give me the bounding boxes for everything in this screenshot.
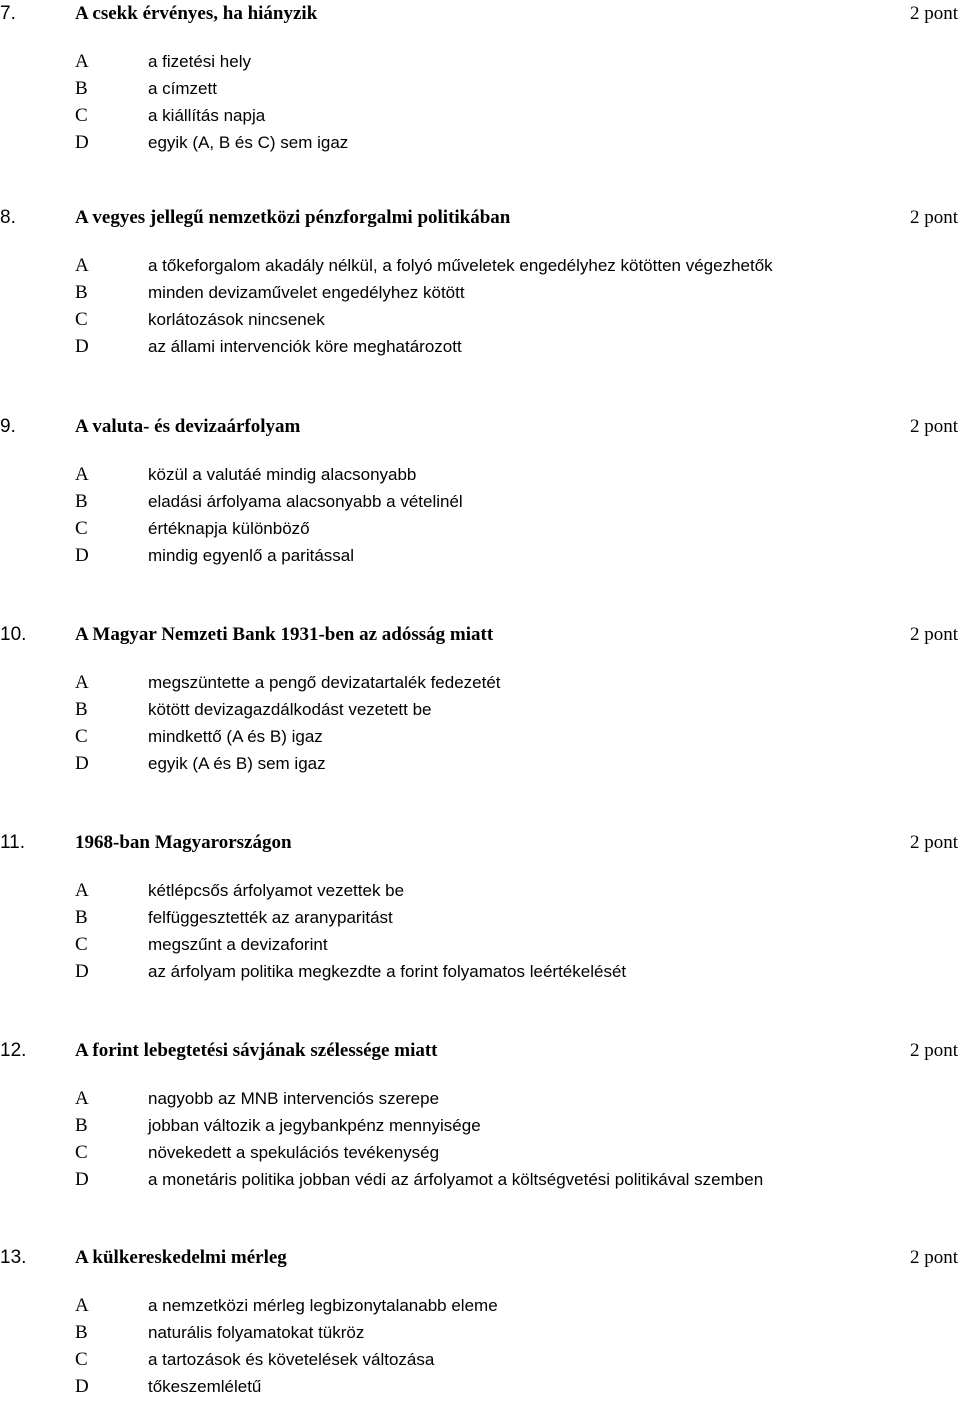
question-points: 2 pont [909, 3, 958, 24]
answer-option [0, 1166, 960, 1193]
answer-options [0, 252, 960, 360]
option-text: a kiállítás napja [148, 106, 266, 125]
answer-options [0, 461, 960, 569]
option-letter: C [75, 726, 88, 747]
question-header [0, 1037, 960, 1065]
question-number: 11. [0, 832, 26, 853]
answer-option [0, 1112, 960, 1139]
answer-options [0, 1292, 960, 1400]
option-text: jobban változik a jegybankpénz mennyisége [148, 1116, 481, 1135]
option-letter: A [75, 1088, 89, 1109]
question-title: A valuta- és devizaárfolyam [75, 416, 301, 437]
answer-option [0, 696, 960, 723]
option-letter: D [75, 132, 89, 153]
option-text: megszüntette a pengő devizatartalék fedezetét [148, 673, 501, 692]
question-number: 8. [0, 207, 16, 228]
option-letter: C [75, 1142, 88, 1163]
option-text: naturális folyamatokat tükröz [148, 1323, 365, 1342]
answer-option [0, 904, 960, 931]
option-letter: B [75, 282, 88, 303]
answer-option [0, 48, 960, 75]
option-text: az állami intervenciók köre meghatározott [148, 337, 462, 356]
option-letter: B [75, 907, 88, 928]
option-text: a tőkeforgalom akadály nélkül, a folyó műveletek engedélyhez kötötten végezhetők [148, 256, 773, 275]
question-points: 2 pont [909, 1247, 958, 1268]
question-number: 10. [0, 624, 27, 645]
option-text: kötött devizagazdálkodást vezetett be [148, 700, 432, 719]
question-points: 2 pont [909, 624, 958, 645]
option-letter: C [75, 518, 88, 539]
question-points: 2 pont [909, 416, 958, 437]
answer-options [0, 669, 960, 777]
question-header [0, 204, 960, 232]
answer-option [0, 333, 960, 360]
option-text: egyik (A és B) sem igaz [148, 754, 326, 773]
answer-option [0, 723, 960, 750]
option-letter: C [75, 309, 88, 330]
question-title: A Magyar Nemzeti Bank 1931-ben az adósság miatt [75, 624, 494, 645]
option-text: a monetáris politika jobban védi az árfolyamot a költségvetési politikával szemben [148, 1170, 764, 1189]
question-block [0, 1037, 960, 1190]
option-text: eladási árfolyama alacsonyabb a vételinél [148, 492, 463, 511]
question-block [0, 204, 960, 357]
question-title: 1968-ban Magyarországon [75, 832, 292, 853]
answer-option [0, 542, 960, 569]
answer-option [0, 1319, 960, 1346]
option-text: növekedett a spekulációs tevékenység [148, 1143, 440, 1162]
answer-option [0, 75, 960, 102]
option-text: kétlépcsős árfolyamot vezettek be [148, 881, 405, 900]
option-text: a fizetési hely [148, 52, 251, 71]
option-letter: D [75, 1169, 89, 1190]
option-letter: C [75, 105, 88, 126]
option-text: mindig egyenlő a paritással [148, 546, 355, 565]
option-text: a tartozások és követelések változása [148, 1350, 435, 1369]
option-letter: A [75, 672, 89, 693]
option-text: minden devizaművelet engedélyhez kötött [148, 283, 465, 302]
option-letter: B [75, 491, 88, 512]
option-text: felfüggesztették az aranyparitást [148, 908, 393, 927]
question-header [0, 1244, 960, 1272]
answer-option [0, 1346, 960, 1373]
option-text: az árfolyam politika megkezdte a forint folyamatos leértékelését [148, 962, 627, 981]
question-block [0, 413, 960, 566]
question-number: 12. [0, 1040, 27, 1061]
question-header [0, 413, 960, 441]
answer-option [0, 515, 960, 542]
answer-options [0, 877, 960, 985]
question-number: 7. [0, 3, 16, 24]
option-letter: B [75, 699, 88, 720]
question-header [0, 0, 960, 28]
question-block [0, 621, 960, 774]
option-letter: A [75, 255, 89, 276]
answer-option [0, 750, 960, 777]
question-header [0, 829, 960, 857]
question-number: 9. [0, 416, 16, 437]
option-letter: D [75, 545, 89, 566]
answer-option [0, 931, 960, 958]
answer-option [0, 669, 960, 696]
answer-option [0, 129, 960, 156]
question-points: 2 pont [909, 1040, 958, 1061]
question-block [0, 1244, 960, 1397]
option-text: a címzett [148, 79, 217, 98]
question-header [0, 621, 960, 649]
answer-options [0, 48, 960, 156]
answer-option [0, 306, 960, 333]
question-points: 2 pont [909, 207, 958, 228]
option-letter: B [75, 78, 88, 99]
option-text: megszűnt a devizaforint [148, 935, 328, 954]
option-letter: C [75, 934, 88, 955]
answer-option [0, 958, 960, 985]
question-title: A külkereskedelmi mérleg [75, 1247, 287, 1268]
option-letter: D [75, 1376, 89, 1397]
option-text: tőkeszemléletű [148, 1377, 262, 1396]
option-letter: A [75, 51, 89, 72]
answer-option [0, 461, 960, 488]
answer-option [0, 1085, 960, 1112]
question-title: A csekk érvényes, ha hiányzik [75, 3, 318, 24]
option-text: egyik (A, B és C) sem igaz [148, 133, 349, 152]
option-letter: D [75, 336, 89, 357]
answer-option [0, 1139, 960, 1166]
option-text: mindkettő (A és B) igaz [148, 727, 323, 746]
option-letter: A [75, 880, 89, 901]
answer-option [0, 252, 960, 279]
option-letter: A [75, 464, 89, 485]
answer-option [0, 1373, 960, 1400]
option-letter: A [75, 1295, 89, 1316]
answer-option [0, 877, 960, 904]
answer-option [0, 1292, 960, 1319]
question-block [0, 829, 960, 982]
answer-options [0, 1085, 960, 1193]
answer-option [0, 102, 960, 129]
option-letter: B [75, 1322, 88, 1343]
question-title: A forint lebegtetési sávjának szélessége miatt [75, 1040, 438, 1061]
question-block [0, 0, 960, 153]
option-text: a nemzetközi mérleg legbizonytalanabb eleme [148, 1296, 498, 1315]
answer-option [0, 279, 960, 306]
option-letter: D [75, 961, 89, 982]
option-letter: C [75, 1349, 88, 1370]
option-text: közül a valutáé mindig alacsonyabb [148, 465, 417, 484]
option-letter: B [75, 1115, 88, 1136]
option-letter: D [75, 753, 89, 774]
question-title: A vegyes jellegű nemzetközi pénzforgalmi politikában [75, 207, 511, 228]
question-points: 2 pont [909, 832, 958, 853]
option-text: értéknapja különböző [148, 519, 310, 538]
question-number: 13. [0, 1247, 27, 1268]
option-text: nagyobb az MNB intervenciós szerepe [148, 1089, 440, 1108]
option-text: korlátozások nincsenek [148, 310, 325, 329]
answer-option [0, 488, 960, 515]
